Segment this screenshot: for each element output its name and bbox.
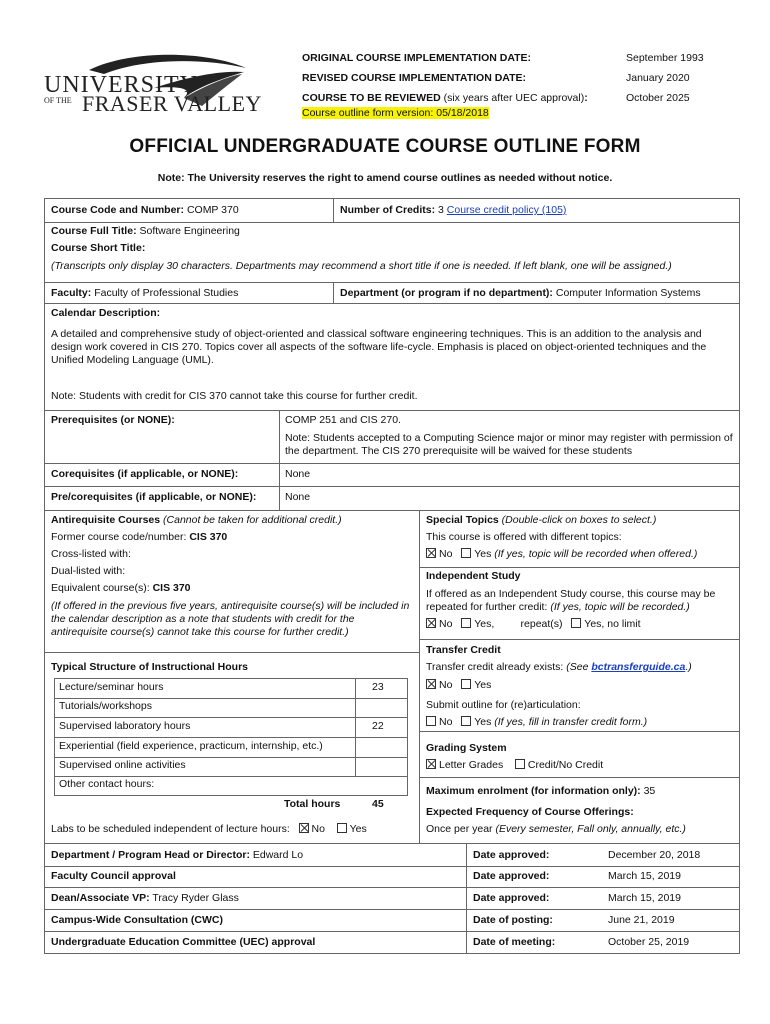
full-title-value: Software Engineering: [139, 225, 240, 237]
special-topics-heading: Special Topics (Double-click on boxes to select.): [426, 514, 657, 526]
labs-no-checkbox[interactable]: [299, 823, 309, 833]
submit-no-checkbox[interactable]: [426, 716, 436, 726]
labs-yes-checkbox[interactable]: [337, 823, 347, 833]
logo-of-the: OF THE: [44, 96, 72, 105]
indep-no-checkbox[interactable]: [426, 618, 436, 628]
hours-heading: Typical Structure of Instructional Hours: [51, 661, 248, 673]
prereq-value: COMP 251 and CIS 270.: [285, 414, 401, 426]
independent-study-text: If offered as an Independent Study course, this course may be repeated for further credit: (If yes, topic will be recorded.): [426, 588, 716, 613]
form-version: Course outline form version: 05/18/2018: [302, 107, 489, 119]
coreq-label: Corequisites (if applicable, or NONE):: [51, 468, 239, 480]
faculty-value: Faculty of Professional Studies: [94, 287, 239, 299]
original-date-label: ORIGINAL COURSE IMPLEMENTATION DATE:: [302, 52, 532, 64]
antireq-heading: Antirequisite Courses (Cannot be taken for additional credit.): [51, 514, 342, 526]
approval-label: Department / Program Head or Director: Edward Lo: [51, 849, 304, 861]
hours-row-value: 22: [372, 720, 384, 732]
transfer-yes-checkbox[interactable]: [461, 679, 471, 689]
review-date-label: COURSE TO BE REVIEWED: [302, 92, 441, 104]
approval-date-value: December 20, 2018: [608, 849, 701, 861]
hours-row-label: Lecture/seminar hours: [59, 681, 164, 693]
submit-outline-text: Submit outline for (re)articulation:: [426, 699, 581, 711]
grading-heading: Grading System: [426, 742, 507, 754]
independent-study-options: No Yes, repeat(s) Yes, no limit: [426, 618, 641, 631]
equivalent-field: Equivalent course(s): CIS 370: [51, 582, 191, 594]
former-code-field: Former course code/number: CIS 370: [51, 531, 228, 543]
duallisted-label: Dual-listed with:: [51, 565, 126, 577]
credits-field: Number of Credits: 3 Course credit policy (105): [340, 204, 567, 216]
hours-row-label: Supervised online activities: [59, 759, 186, 771]
form-version-wrap: [302, 107, 489, 119]
approval-date-value: October 25, 2019: [608, 936, 690, 948]
precoreq-label: Pre/corequisites (if applicable, or NONE):: [51, 491, 257, 503]
transfer-exists-text: Transfer credit already exists: (See bctransferguide.ca.): [426, 661, 692, 673]
grading-options: Letter Grades Credit/No Credit: [426, 759, 603, 772]
total-hours-label: Total hours: [284, 798, 341, 810]
approval-date-value: March 15, 2019: [608, 892, 681, 904]
submit-yes-checkbox[interactable]: [461, 716, 471, 726]
total-hours-value: 45: [372, 798, 384, 810]
antireq-offered-note: (If offered in the previous five years, antirequisite course(s) will be included in the calendar description as a note that students with credit for the antirequisite course(s) cannot take this course for further credit.): [51, 600, 410, 638]
crosslisted-label: Cross-listed with:: [51, 548, 131, 560]
department-value: Computer Information Systems: [555, 287, 701, 299]
prereq-label: Prerequisites (or NONE):: [51, 414, 175, 426]
approval-date-label: Date approved:: [473, 870, 550, 882]
special-yes-checkbox[interactable]: [461, 548, 471, 558]
calendar-description: A detailed and comprehensive study of object-oriented and classical software engineering techniques. This is an addition to the analysis and design work covered in CIS 270. Topics cover all aspects of the software life-cycle. Emphasis is placed on object-oriented techniques and the Unified Modeling Language (UML).: [51, 328, 707, 366]
frequency-field: Once per year (Every semester, Fall only, annually, etc.): [426, 823, 686, 835]
course-code-field: Course Code and Number: COMP 370: [51, 204, 239, 216]
labs-independent-field: Labs to be scheduled independent of lecture hours: No Yes: [51, 823, 367, 835]
hours-row-label: Other contact hours:: [59, 778, 155, 790]
approval-date-label: Date approved:: [473, 849, 550, 861]
special-no-checkbox[interactable]: [426, 548, 436, 558]
credits-value: 3: [438, 204, 444, 216]
logo-university: UNIVERSITY: [44, 72, 198, 98]
faculty-field: Faculty: Faculty of Professional Studies: [51, 287, 239, 299]
submit-outline-options: No Yes (If yes, fill in transfer credit form.): [426, 716, 647, 729]
approval-value: Tracy Ryder Glass: [149, 892, 239, 904]
short-title-label: Course Short Title:: [51, 242, 146, 254]
prereq-note: Note: Students accepted to a Computing Science major or minor may register with permission of the department. The CIS 270 prerequisite will be waived for these students: [285, 432, 733, 457]
independent-study-heading: Independent Study: [426, 570, 521, 582]
approval-label: Dean/Associate VP: Tracy Ryder Glass: [51, 892, 239, 904]
hours-row-value: 23: [372, 681, 384, 693]
hours-row-label: Tutorials/workshops: [59, 700, 152, 712]
approval-date-value: June 21, 2019: [608, 914, 675, 926]
hours-row-label: Supervised laboratory hours: [59, 720, 191, 732]
approval-date-label: Date of posting:: [473, 914, 553, 926]
approval-label: Campus-Wide Consultation (CWC): [51, 914, 223, 926]
coreq-value: None: [285, 468, 311, 480]
special-topics-text: This course is offered with different topics:: [426, 531, 622, 543]
max-enrolment-field: Maximum enrolment (for information only): 35: [426, 785, 656, 797]
approval-label: Faculty Council approval: [51, 870, 176, 882]
equivalent-value: CIS 370: [152, 582, 191, 594]
indep-nolimit-checkbox[interactable]: [571, 618, 581, 628]
logo-fraser-valley: FRASER VALLEY: [82, 91, 262, 116]
approval-date-label: Date approved:: [473, 892, 550, 904]
hours-row-label: Experiential (field experience, practicum, internship, etc.): [59, 740, 323, 752]
review-date-value: October 2025: [626, 92, 690, 104]
frequency-value: Once per year: [426, 823, 493, 835]
bctransferguide-link[interactable]: bctransferguide.ca: [591, 661, 686, 673]
review-date-line: COURSE TO BE REVIEWED (six years after UEC approval):: [302, 92, 588, 104]
precoreq-value: None: [285, 491, 311, 503]
calendar-label: Calendar Description:: [51, 307, 161, 319]
calendar-note: Note: Students with credit for CIS 370 cannot take this course for further credit.: [51, 390, 418, 402]
full-title-field: Course Full Title: Software Engineering: [51, 225, 240, 237]
department-field: Department (or program if no department): Computer Information Systems: [340, 287, 701, 299]
review-date-note: (six years after UEC approval): [443, 92, 585, 104]
credit-no-credit-checkbox[interactable]: [515, 759, 525, 769]
amend-notice: Note: The University reserves the right to amend course outlines as needed without notice.: [157, 172, 613, 184]
approval-date-value: March 15, 2019: [608, 870, 681, 882]
indep-yes-checkbox[interactable]: [461, 618, 471, 628]
transfer-no-checkbox[interactable]: [426, 679, 436, 689]
transfer-exists-options: No Yes: [426, 679, 491, 692]
revised-date-label: REVISED COURSE IMPLEMENTATION DATE:: [302, 72, 527, 84]
short-title-note: (Transcripts only display 30 characters. Departments may recommend a short title if one is needed. If left blank, one will be assigned.): [51, 260, 672, 272]
special-topics-options: No Yes (If yes, topic will be recorded when offered.): [426, 548, 697, 561]
frequency-label: Expected Frequency of Course Offerings:: [426, 806, 634, 818]
approval-value: Edward Lo: [249, 849, 304, 861]
revised-date-value: January 2020: [626, 72, 690, 84]
approval-date-label: Date of meeting:: [473, 936, 556, 948]
letter-grades-checkbox[interactable]: [426, 759, 436, 769]
page-title: OFFICIAL UNDERGRADUATE COURSE OUTLINE FORM: [129, 136, 641, 157]
course-code-value: COMP 370: [186, 204, 239, 216]
max-enrolment-value: 35: [643, 785, 656, 797]
original-date-value: September 1993: [626, 52, 704, 64]
former-code-value: CIS 370: [189, 531, 228, 543]
credit-policy-link[interactable]: Course credit policy (105): [446, 204, 567, 216]
approval-label: Undergraduate Education Committee (UEC) approval: [51, 936, 316, 948]
transfer-credit-heading: Transfer Credit: [426, 644, 501, 656]
